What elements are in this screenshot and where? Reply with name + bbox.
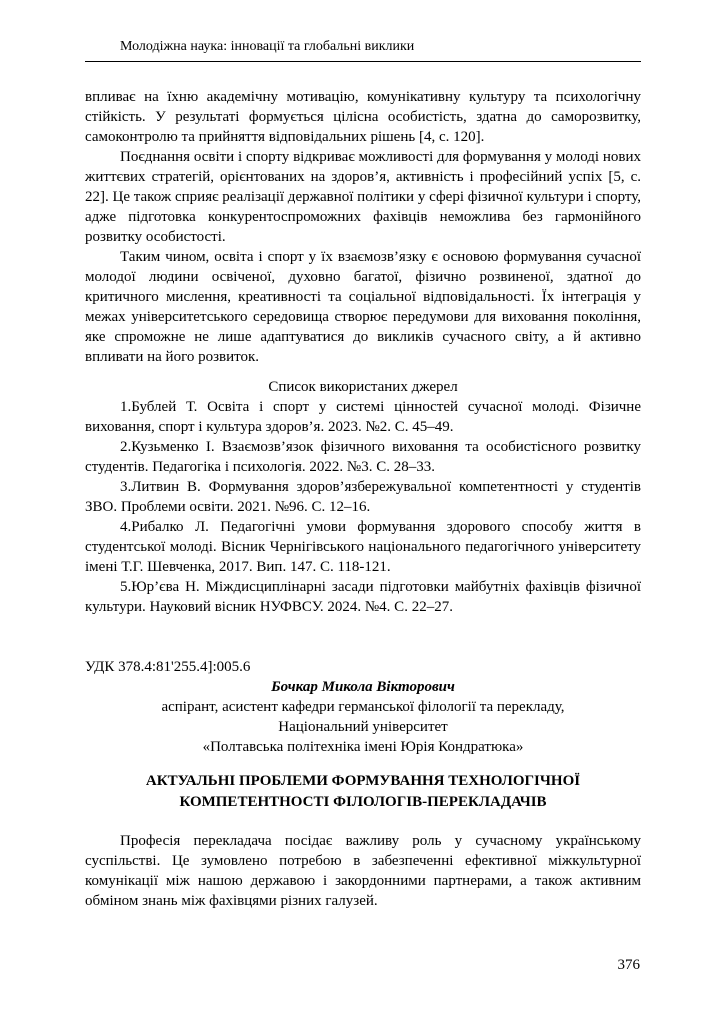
text-block [85, 38, 641, 911]
references-title: Список використаних джерел [268, 379, 458, 395]
reference-item: 2.Кузьменко І. Взаємозв’язок фізичного виховання та особистісного розвитку студентів. Педагогіка і психологія. 2022. №3. С. 28–33. [85, 439, 641, 475]
affiliation-line: Національний університет [278, 719, 448, 735]
page-number: 376 [617, 957, 640, 973]
udc-line: УДК 378.4:81'255.4]:005.6 [85, 659, 251, 675]
author-name: Бочкар Микола Вікторович [271, 679, 455, 695]
reference-item: 5.Юр’єва Н. Міждисциплінарні засади підготовки майбутніх фахівців фізичної культури. Науковий вісник НУФВСУ. 2024. №4. С. 22–27. [85, 579, 641, 615]
body-paragraph: впливає на їхню академічну мотивацію, комунікативну культуру та психологічну стійкість. У результаті формується цілісна особистість, здатна до саморозвитку, самоконтролю та прийняття відповідальних рішень [4, с. 120]. [85, 89, 641, 145]
reference-item: 4.Рибалко Л. Педагогічні умови формування здорового способу життя в студентської молоді. Вісник Чернігівського національного педагогічного університету імені Т.Г. Шевченка, 2017. Вип. 147. С. 118-121. [85, 519, 641, 575]
running-header-text: Молодіжна наука: інновації та глобальні виклики [120, 39, 415, 54]
running-header [85, 38, 641, 62]
intro-paragraph: Професія перекладача посідає важливу роль у сучасному українському суспільстві. Це зумовлено потребою в забезпеченні ефективної міжкультурної комунікації між нашою державою і закордонними партнерами, а також активним обміном знань між фахівцями різних галузей. [85, 833, 641, 909]
article-title: АКТУАЛЬНІ ПРОБЛЕМИ ФОРМУВАННЯ ТЕХНОЛОГІЧНОЇ КОМПЕТЕНТНОСТІ ФІЛОЛОГІВ-ПЕРЕКЛАДАЧІВ [145, 773, 581, 810]
reference-item: 1.Бублей Т. Освіта і спорт у системі цінностей сучасної молоді. Фізичне виховання, спорт і культура здоров’я. 2023. №2. С. 45–49. [85, 399, 641, 435]
body-paragraph: Таким чином, освіта і спорт у їх взаємозв’язку є основою формування сучасної молодої людини освіченої, духовно багатої, фізично розвиненої, здатної до критичного мислення, креативності та соціальної відповідальності. Їх інтеграція у межах університетського середовища створює передумови для виховання покоління, яке спроможне не лише адаптуватися до викликів сучасного світу, а й активно впливати на його розвиток. [85, 249, 641, 365]
affiliation-line: «Полтавська політехніка імені Юрія Кондратюка» [202, 739, 524, 755]
body-paragraph: Поєднання освіти і спорту відкриває можливості для формування у молоді нових життєвих стратегій, орієнтованих на здоров’я, активність і професійний успіх [5, с. 22]. Це також сприяє реалізації державної політики у сфері фізичної культури і спорту, адже підготовка конкурентоспроможних фахівців неможлива без гармонійного розвитку особистості. [85, 149, 641, 245]
reference-item: 3.Литвин В. Формування здоров’язбережувальної компетентності у студентів ЗВО. Проблеми освіти. 2021. №96. С. 12–16. [85, 479, 641, 515]
affiliation-line: аспірант, асистент кафедри германської філології та перекладу, [161, 699, 565, 715]
